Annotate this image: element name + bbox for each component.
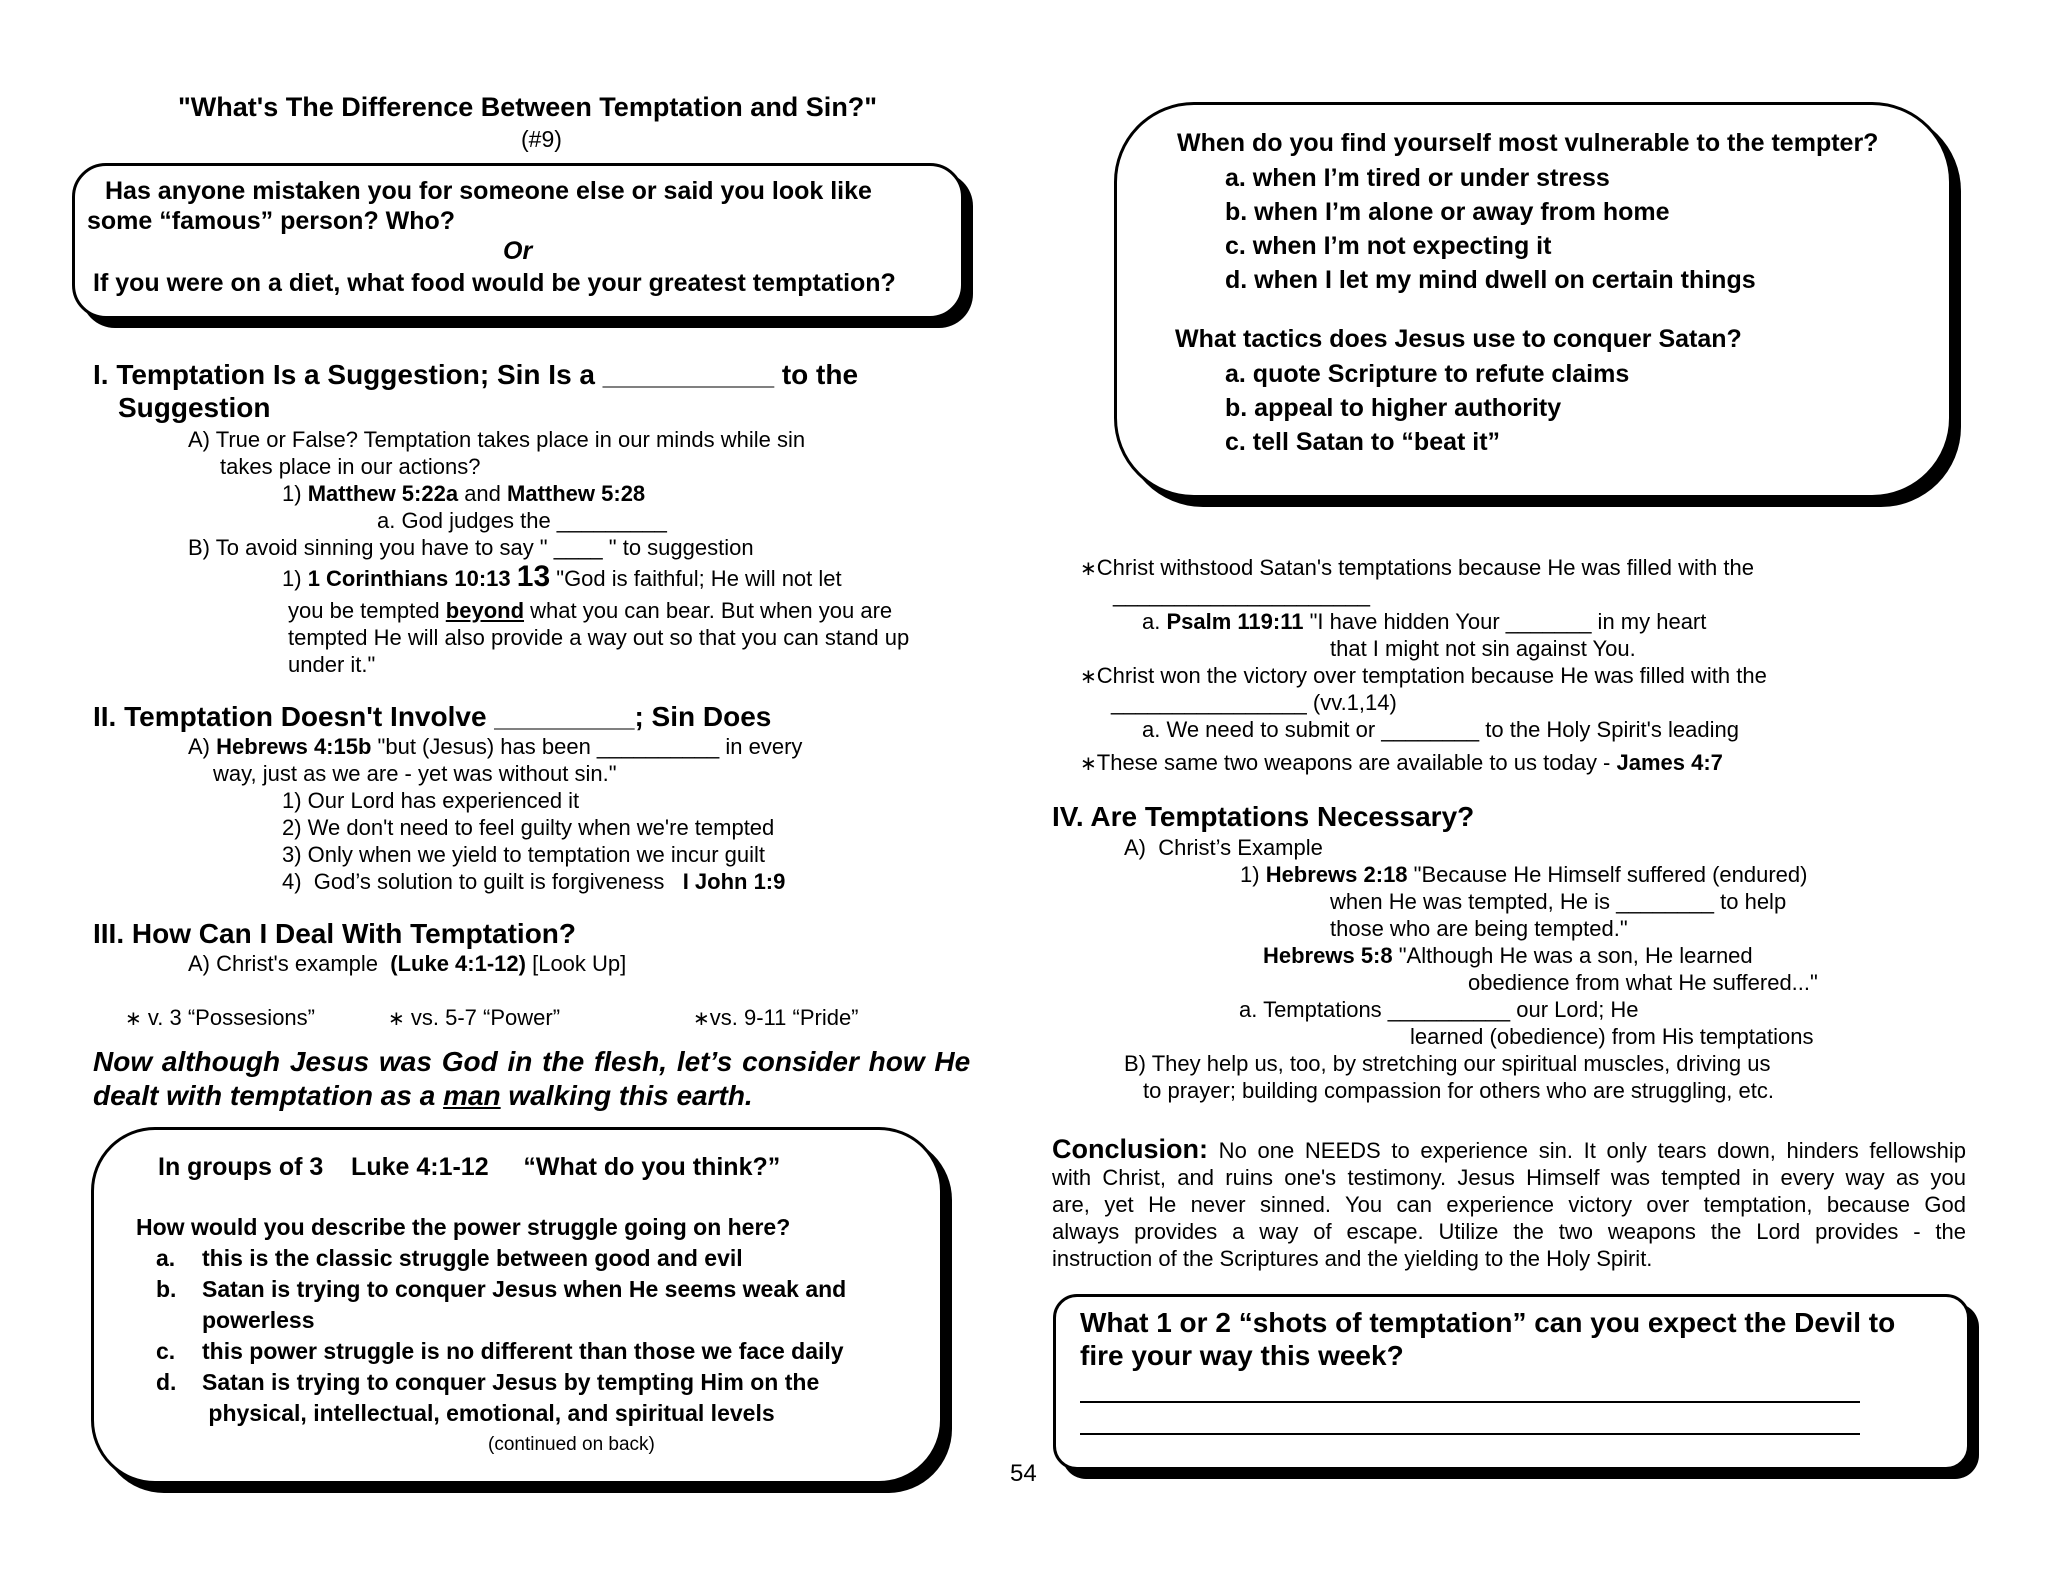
conclusion-line-2: with Christ, and ruins one's testimony. Jesus Himself was tempted in every way as you — [1052, 1165, 1966, 1190]
james-4-7: James 4:7 — [1616, 750, 1723, 775]
groups-question: How would you describe the power struggle going on here? — [136, 1214, 791, 1240]
section4-heb2-line2: obedience from what He suffered..." — [1468, 970, 1818, 995]
christ-statement-2 — [1080, 662, 1767, 691]
psalm-119-11: Psalm 119:11 — [1166, 609, 1304, 634]
s2-item4-ref: I John 1:9 — [682, 869, 786, 894]
shots-question-line2: fire your way this week? — [1080, 1340, 1404, 1371]
option-text: this is the classic struggle between good and evil — [202, 1245, 743, 1271]
verse-power-text: vs. 5-7 “Power” — [410, 1005, 561, 1030]
verse-power — [388, 1004, 560, 1033]
ref-and: and — [458, 481, 508, 506]
italic2-pre: dealt with temptation as a — [93, 1080, 444, 1111]
vulnerable-option-b: b. when I’m alone or away from home — [1225, 198, 1670, 226]
verse-possessions — [125, 1004, 315, 1033]
groups-option-b — [156, 1276, 846, 1303]
conclusion-text-1: No one NEEDS to experience sin. It only tears down, hinders fellowship — [1208, 1138, 1966, 1163]
italic2-post: walking this earth. — [500, 1080, 753, 1111]
cor-prefix: 1) — [282, 566, 308, 591]
christ-statement-3 — [1080, 749, 1723, 778]
groups-option-d-cont — [156, 1400, 775, 1427]
continued-note: (continued on back) — [488, 1434, 655, 1455]
psalm-reference — [1142, 608, 1706, 635]
page-title: "What's The Difference Between Temptation and Sin?" — [178, 92, 878, 122]
cor-reference: 1 Corinthians 10:13 — [307, 566, 517, 591]
christ-statement-2-text: Christ won the victory over temptation because He was filled with the — [1096, 663, 1767, 688]
conclusion-line-3: are, yet He never sinned. You can experience victory over temptation, because God — [1052, 1192, 1966, 1217]
icebreaker-or: Or — [503, 237, 533, 265]
star-icon: ∗ — [693, 1008, 710, 1030]
christ-statement-1-text: Christ withstood Satan's temptations because He was filled with the — [1096, 555, 1754, 580]
submit-line: a. We need to submit or ________ to the Holy Spirit's leading — [1142, 717, 1739, 742]
section1-heading: I. Temptation Is a Suggestion; Sin Is a ___________ to the — [93, 359, 859, 390]
star-icon: ∗ — [1080, 666, 1097, 688]
tactics-question: What tactics does Jesus use to conquer Satan? — [1175, 325, 1742, 353]
section4-temptations-line2: learned (obedience) from His temptations — [1410, 1024, 1814, 1049]
vulnerable-box — [1114, 102, 1952, 498]
shots-question-line1: What 1 or 2 “shots of temptation” can you expect the Devil to — [1080, 1307, 1896, 1338]
verse-possessions-text: v. 3 “Possesions” — [147, 1005, 315, 1030]
s3-a-post: [Look Up] — [525, 951, 627, 976]
section4-b-line1: B) They help us, too, by stretching our spiritual muscles, driving us — [1124, 1051, 1771, 1076]
section2-item-2: 2) We don't need to feel guilty when we're tempted — [282, 815, 775, 840]
verse-pride — [693, 1004, 859, 1033]
vulnerable-option-a: a. when I’m tired or under stress — [1225, 164, 1610, 192]
section4-temptations: a. Temptations __________ our Lord; He — [1239, 997, 1639, 1022]
section1-judges: a. God judges the _________ — [377, 508, 667, 533]
option-text: Satan is trying to conquer Jesus by tempting Him on the — [202, 1369, 820, 1395]
christ-blank-1: _____________________ — [1113, 582, 1370, 607]
psalm-line2: that I might not sin against You. — [1330, 636, 1636, 661]
conclusion-line-1 — [1052, 1136, 1966, 1164]
section2-heading: II. Temptation Doesn't Involve _________; Sin Does — [93, 701, 772, 732]
christ-statement-1 — [1080, 554, 1754, 583]
groups-option-b-cont — [156, 1307, 315, 1334]
s2-item4-text: 4) God’s solution to guilt is forgiveness — [282, 869, 683, 894]
psalm-post: "I have hidden Your _______ in my heart — [1303, 609, 1707, 634]
vulnerable-option-d: d. when I let my mind dwell on certain things — [1225, 266, 1756, 294]
icebreaker-box — [72, 163, 964, 319]
verse-pride-text: vs. 9-11 “Pride” — [709, 1005, 859, 1030]
s3-luke-ref: (Luke 4:1-12) — [390, 951, 526, 976]
italic2-man: man — [443, 1080, 501, 1111]
section4-hebrews-2-18 — [1240, 861, 1807, 888]
answer-line-2[interactable] — [1080, 1433, 1860, 1435]
heb1-ref: Hebrews 2:18 — [1265, 862, 1408, 887]
groups-option-a — [156, 1245, 743, 1272]
section1-a-line2: takes place in our actions? — [220, 454, 481, 479]
ref-prefix: 1) — [282, 481, 308, 506]
groups-header: In groups of 3 Luke 4:1-12 “What do you think?” — [158, 1153, 781, 1181]
option-text: powerless — [202, 1307, 315, 1333]
section1-a-line1: A) True or False? Temptation takes place in our minds while sin — [188, 427, 806, 452]
option-letter: b. — [156, 1276, 177, 1302]
section2-item-4 — [282, 868, 785, 895]
vulnerable-option-c: c. when I’m not expecting it — [1225, 232, 1552, 260]
section2-item-1: 1) Our Lord has experienced it — [282, 788, 580, 813]
section1-heading-cont: Suggestion — [118, 392, 271, 423]
italic-note-line1: Now although Jesus was God in the flesh, let’s consider how He — [93, 1046, 971, 1077]
section4-heb1-line2: when He was tempted, He is ________ to help — [1330, 889, 1787, 914]
section1-reference — [282, 480, 645, 507]
vulnerable-question: When do you find yourself most vulnerable to the tempter? — [1177, 129, 1879, 157]
cor2-beyond: beyond — [445, 598, 525, 623]
heb1-pre: 1) — [1240, 862, 1266, 887]
section3-heading: III. How Can I Deal With Temptation? — [93, 918, 577, 949]
star-icon: ∗ — [1080, 558, 1097, 580]
christ-blank-2: ________________ (vv.1,14) — [1111, 690, 1397, 715]
lesson-number: (#9) — [521, 126, 562, 152]
section1-cor-line4: under it." — [288, 652, 376, 677]
cor-quote: "God is faithful; He will not let — [550, 566, 842, 591]
heb1-post: "Because He Himself suffered (endured) — [1407, 862, 1808, 887]
section4-b-line2: to prayer; building compassion for others who are struggling, etc. — [1143, 1078, 1774, 1103]
option-letter: d. — [156, 1369, 177, 1395]
option-letter: c. — [156, 1338, 176, 1364]
section1-b: B) To avoid sinning you have to say " ____ " to suggestion — [188, 535, 754, 560]
tactics-option-c: c. tell Satan to “beat it” — [1225, 428, 1501, 456]
shots-of-temptation-box — [1053, 1294, 1970, 1470]
star-icon: ∗ — [388, 1008, 405, 1030]
s2-hebrews-415b: Hebrews 4:15b — [216, 734, 372, 759]
section2-a-line2: way, just as we are - yet was without sin." — [213, 761, 617, 786]
section4-heading: IV. Are Temptations Necessary? — [1052, 801, 1475, 832]
groups-option-c — [156, 1338, 844, 1365]
section1-cor-line3: tempted He will also provide a way out so that you can stand up — [288, 625, 910, 650]
section3-a — [188, 950, 626, 977]
section4-hebrews-5-8 — [1263, 942, 1753, 969]
groups-discussion-box — [91, 1127, 943, 1484]
answer-line-1[interactable] — [1080, 1401, 1860, 1403]
option-text: physical, intellectual, emotional, and spiritual levels — [202, 1400, 775, 1426]
italic-note-line2 — [93, 1080, 753, 1112]
groups-option-d — [156, 1369, 819, 1396]
tactics-option-b: b. appeal to higher authority — [1225, 394, 1562, 422]
option-text: this power struggle is no different than those we face daily — [202, 1338, 844, 1364]
section4-heb1-line3: those who are being tempted." — [1330, 916, 1628, 941]
section2-a — [188, 733, 802, 760]
christ-statement-3-text: These same two weapons are available to us today - — [1096, 750, 1617, 775]
conclusion-label: Conclusion: — [1052, 1134, 1208, 1164]
icebreaker-line2: some “famous” person? Who? — [87, 207, 456, 235]
section4-a: A) Christ’s Example — [1124, 835, 1323, 860]
option-letter: a. — [156, 1245, 176, 1271]
option-text: Satan is trying to conquer Jesus when He seems weak and — [202, 1276, 847, 1302]
ref-matthew-522a: Matthew 5:22a — [307, 481, 459, 506]
section1-cor-line2 — [288, 597, 892, 624]
cor2-post: what you can bear. But when you are — [524, 598, 893, 623]
star-icon: ∗ — [1080, 753, 1097, 775]
section2-item-3: 3) Only when we yield to temptation we incur guilt — [282, 842, 766, 867]
psalm-pre: a. — [1142, 609, 1167, 634]
icebreaker-line1: Has anyone mistaken you for someone else or said you look like — [105, 177, 872, 205]
tactics-option-a: a. quote Scripture to refute claims — [1225, 360, 1630, 388]
s2-a-post: "but (Jesus) has been __________ in every — [371, 734, 803, 759]
heb2-ref: Hebrews 5:8 — [1263, 943, 1393, 968]
s2-a-pre: A) — [188, 734, 217, 759]
ref-matthew-528: Matthew 5:28 — [507, 481, 646, 506]
conclusion-line-5: instruction of the Scriptures and the yielding to the Holy Spirit. — [1052, 1246, 1653, 1271]
page-number: 54 — [1010, 1460, 1037, 1487]
conclusion-line-4: always provides a way of escape. Utilize the two weapons the Lord provides - the — [1052, 1219, 1966, 1244]
section1-corinthians — [282, 560, 842, 593]
star-icon: ∗ — [125, 1008, 142, 1030]
heb2-post: "Although He was a son, He learned — [1392, 943, 1753, 968]
cor2-pre: you be tempted — [288, 598, 446, 623]
conclusion — [1052, 1136, 1966, 1272]
s3-a-pre: A) Christ's example — [188, 951, 391, 976]
icebreaker-line3: If you were on a diet, what food would be your greatest temptation? — [93, 269, 896, 297]
cor-number: 13 — [516, 560, 551, 593]
